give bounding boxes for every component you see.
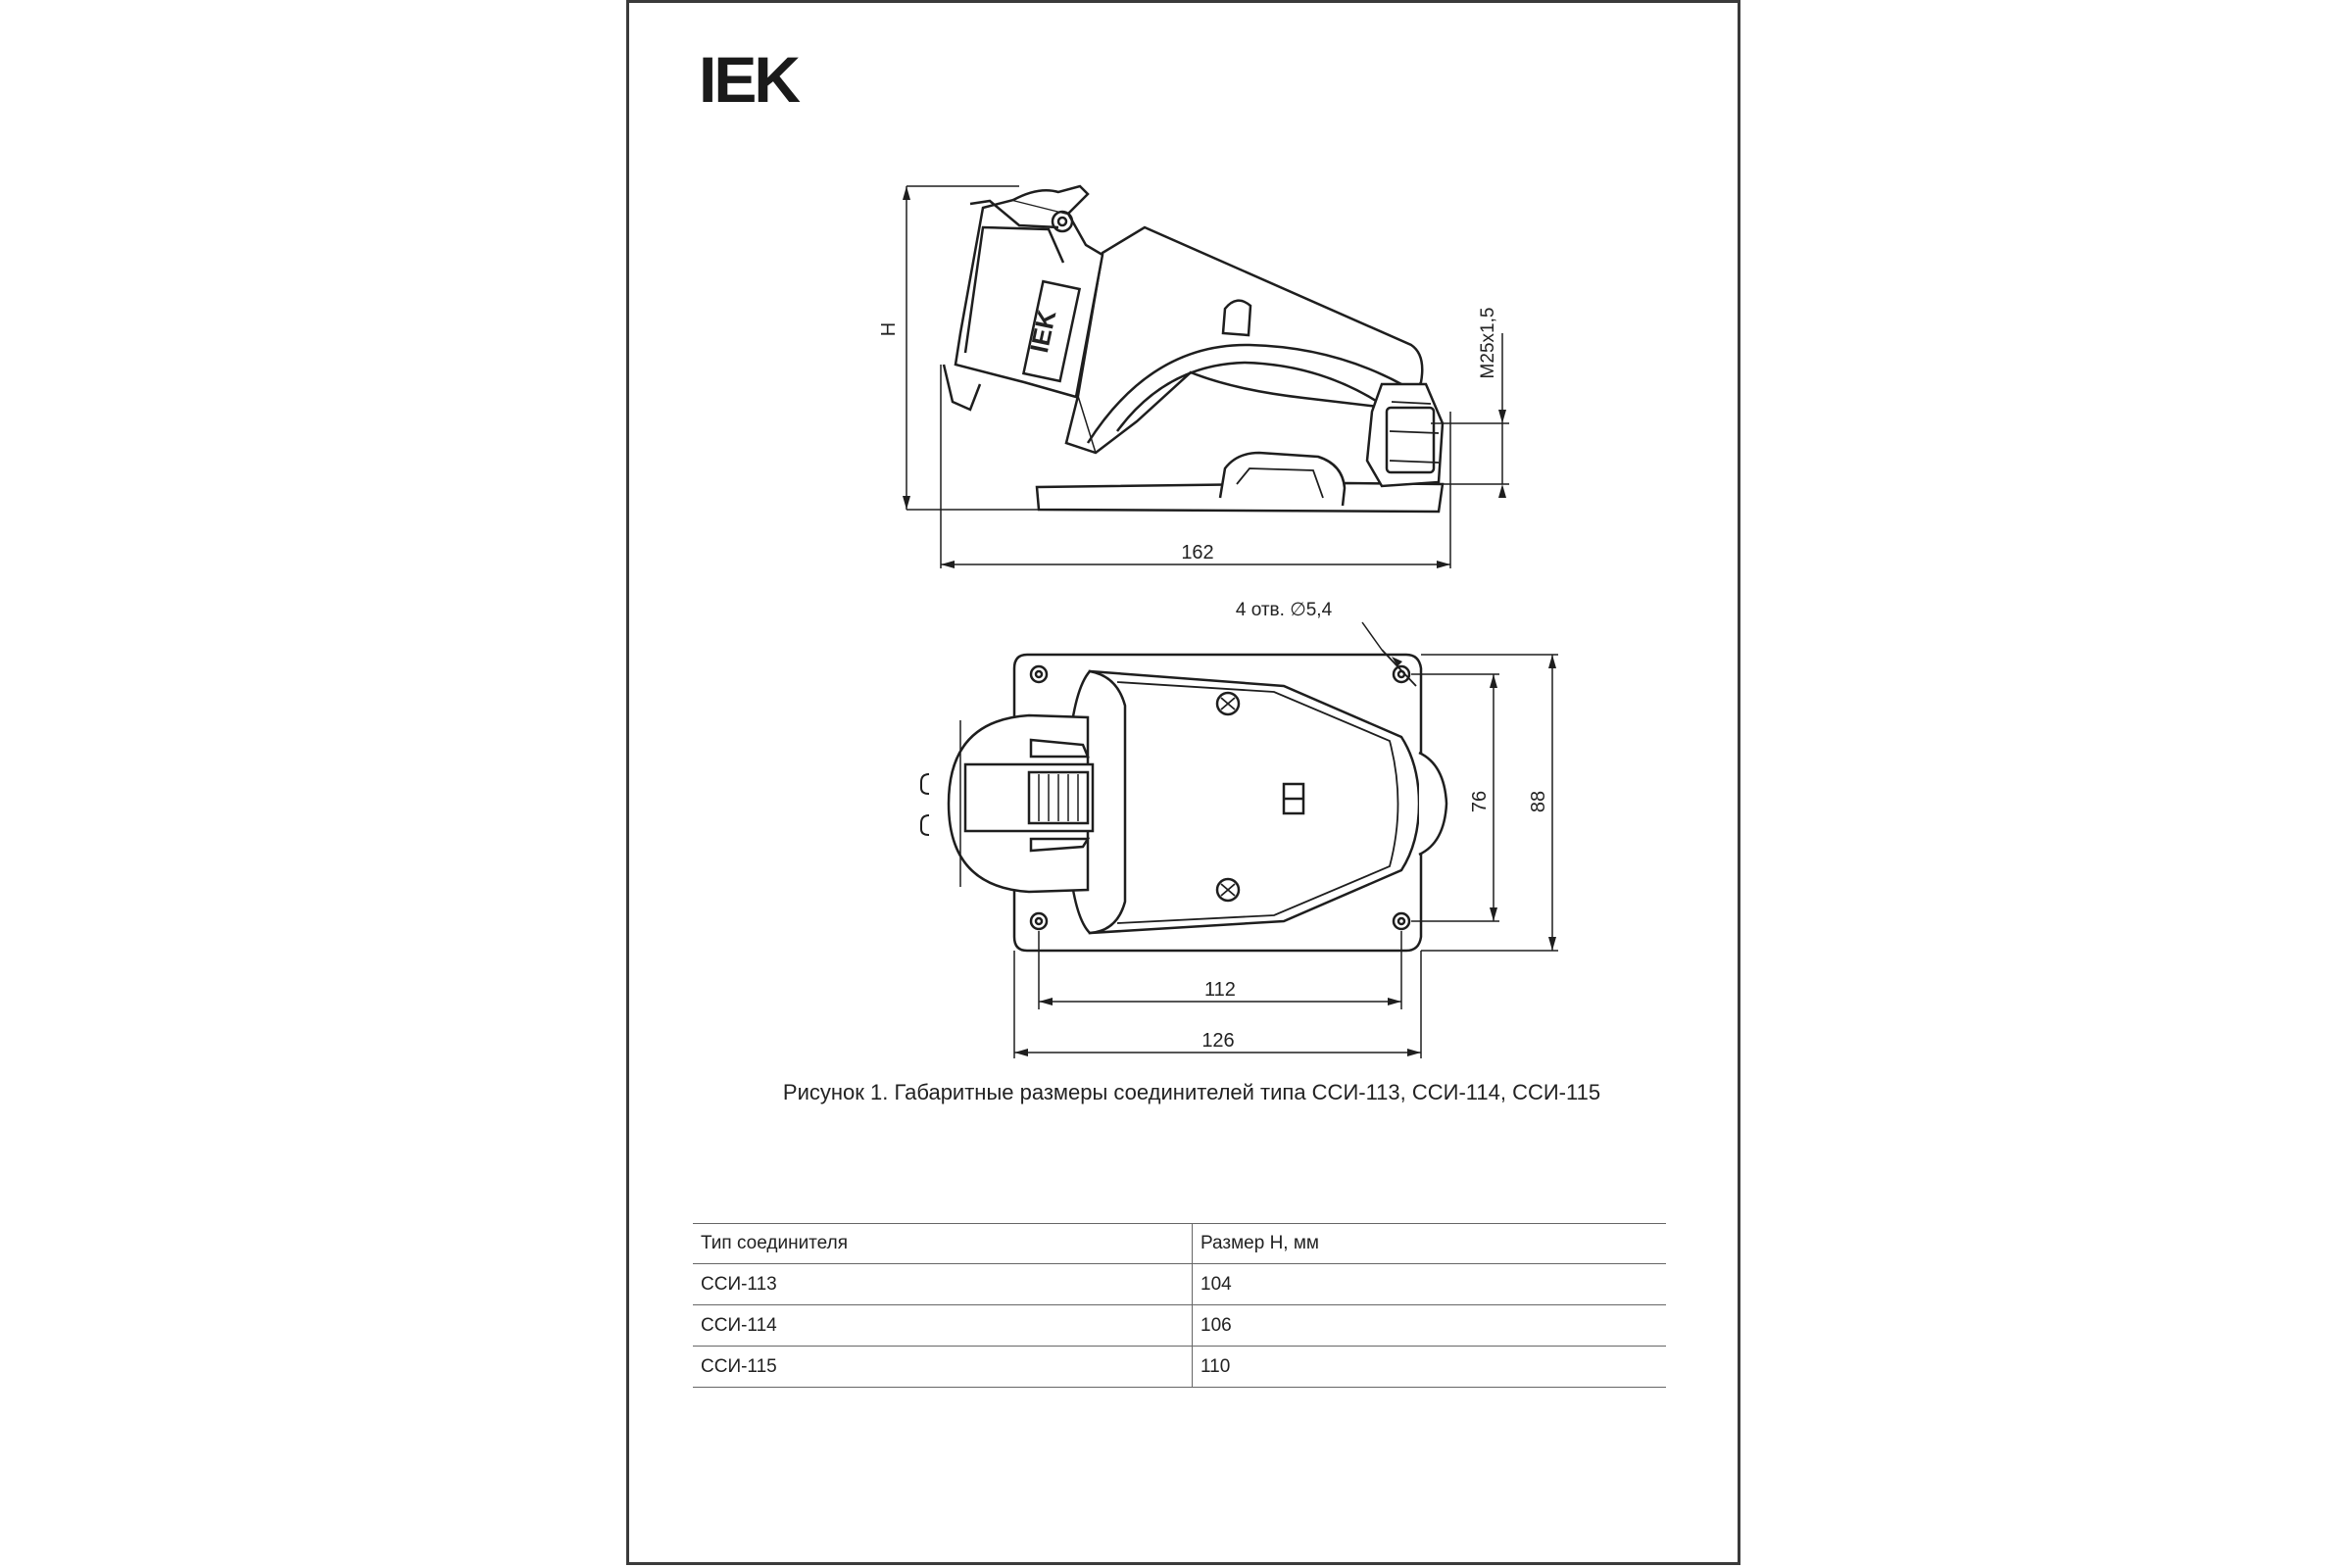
dim-162-label: 162 [1181,542,1214,564]
dim-88-label: 88 [1528,790,1549,813]
top-view [921,600,1558,1058]
table-cell-type: ССИ-114 [693,1305,1193,1346]
table-row [693,1264,1666,1305]
table-header-type: Тип соединителя [693,1224,1193,1263]
table-cell-size: 106 [1200,1314,1232,1336]
dimensions-table [693,1223,1666,1388]
table-header-row [693,1223,1666,1264]
iek-logo: IEK [699,43,799,116]
figure-caption-text: Рисунок 1. Габаритные размеры соединителей типа ССИ-113, ССИ-114, ССИ-115 [782,1080,1601,1104]
table-cell-type: ССИ-115 [693,1347,1193,1387]
dim-126-label: 126 [1201,1030,1235,1052]
dim-holes-label: 4 отв. ∅5,4 [1235,600,1333,620]
table-cell-size: 104 [1200,1273,1232,1295]
side-view [878,186,1509,568]
dim-height-label: H [878,321,900,337]
table-row [693,1305,1666,1347]
dim-thread-label: M25x1,5 [1478,307,1498,379]
table-header-size: Размер H, мм [1200,1233,1319,1253]
body-logo: IEK [1024,307,1062,356]
table-cell-type: ССИ-113 [693,1264,1193,1304]
table-row [693,1347,1666,1388]
table-cell-size: 110 [1200,1355,1231,1377]
dim-76-label: 76 [1469,790,1491,813]
figure-caption [0,1080,2352,1105]
dim-112-label: 112 [1204,979,1236,1001]
